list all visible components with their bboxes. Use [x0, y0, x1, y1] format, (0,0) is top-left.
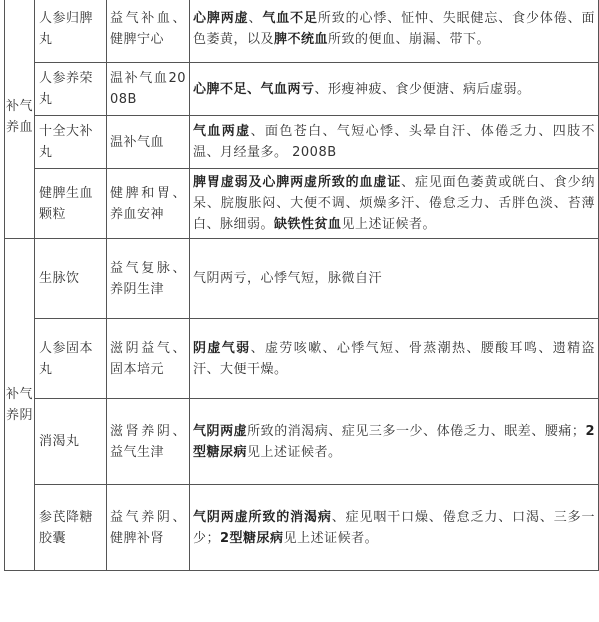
indication-emphasis: 脾不统血 — [274, 31, 329, 47]
indication-cell — [190, 116, 599, 169]
function-cell: 益气复脉、养阴生津 — [107, 239, 190, 319]
indication-cell — [190, 0, 599, 63]
indication-text: 见上述证候者。 — [283, 530, 379, 546]
category-cell: 补气养血 — [5, 0, 35, 239]
medicine-name: 消渴丸 — [35, 399, 107, 485]
indication-emphasis: 心脾两虚 — [193, 10, 249, 26]
indication-text: 气阴两亏，心悸气短，脉微自汗 — [193, 271, 383, 286]
table-body — [5, 0, 599, 571]
indication-emphasis: 阴虚气弱 — [193, 340, 251, 356]
indication-cell — [190, 169, 599, 239]
indication-cell — [190, 485, 599, 571]
indication-text: 、虚劳咳嗽、心悸气短、骨蒸潮热、腰酸耳鸣、遗精盗汗、大便干燥。 — [193, 340, 595, 377]
function-cell: 健脾和胃、养血安神 — [107, 169, 190, 239]
indication-cell — [190, 239, 599, 319]
function-cell: 益气补血、健脾宁心 — [107, 0, 190, 63]
medicine-name: 十全大补丸 — [35, 116, 107, 169]
table-row — [5, 399, 599, 485]
medicine-name: 生脉饮 — [35, 239, 107, 319]
indication-emphasis: 脾胃虚弱及心脾两虚所致的血虚证 — [193, 175, 402, 190]
indication-emphasis: 气阴两虚所致的消渴病 — [193, 509, 332, 525]
indication-text: 、形瘦神疲、食少便溏、病后虚弱。 — [314, 81, 531, 97]
indication-emphasis: 气血不足 — [262, 10, 318, 26]
indication-emphasis: 气阴两虚 — [193, 423, 248, 439]
table-row — [5, 0, 599, 63]
function-cell: 滋阴益气、固本培元 — [107, 319, 190, 399]
indication-text: 所致的便血、崩漏、带下。 — [328, 31, 491, 47]
table-row — [5, 485, 599, 571]
medicine-name: 健脾生血颗粒 — [35, 169, 107, 239]
function-cell: 温补气血 — [107, 116, 190, 169]
indication-text: 见上述证候者。 — [341, 217, 437, 232]
indication-text: 所致的心悸、怔忡、失眠健忘、食少体倦、面色萎黄，以及 — [193, 10, 595, 47]
medicine-name: 人参养荣丸 — [35, 63, 107, 116]
table-row — [5, 63, 599, 116]
indication-cell — [190, 399, 599, 485]
medicine-name: 人参归脾丸 — [35, 0, 107, 63]
indication-emphasis: 缺铁性贫血 — [274, 217, 342, 232]
indication-emphasis: 心脾不足、气血两亏 — [193, 81, 315, 97]
function-cell: 滋肾养阴、益气生津 — [107, 399, 190, 485]
indication-emphasis: 气血两虚 — [193, 124, 251, 139]
indication-text: 、 — [248, 10, 263, 26]
indication-text: 所致的消渴病、症见三多一少、体倦乏力、眠差、腰痛； — [247, 423, 586, 439]
category-cell: 补气养阴 — [5, 239, 35, 571]
indication-emphasis: 2型糖尿病 — [220, 530, 284, 546]
indication-cell — [190, 63, 599, 116]
prescription-table — [4, 0, 599, 571]
function-cell: 益气养阴、健脾补肾 — [107, 485, 190, 571]
table-row — [5, 116, 599, 169]
indication-text: 见上述证候者。 — [247, 444, 342, 460]
indication-text: 、面色苍白、气短心悸、头晕自汗、体倦乏力、四肢不温、月经量多。 2008B — [193, 124, 595, 160]
indication-emphasis: 2型糖尿病 — [193, 423, 595, 460]
table-row — [5, 319, 599, 399]
medicine-name: 参芪降糖胶囊 — [35, 485, 107, 571]
indication-cell — [190, 319, 599, 399]
table-row — [5, 169, 599, 239]
medicine-name: 人参固本丸 — [35, 319, 107, 399]
table-row — [5, 239, 599, 319]
indication-text: 、症见咽干口燥、倦怠乏力、口渴、三多一少； — [193, 509, 595, 546]
indication-text: 、症见面色萎黄或㿠白、食少纳呆、脘腹胀闷、大便不调、烦燥多汗、倦怠乏力、舌胖色淡、苔薄白、脉细弱。 — [193, 175, 595, 232]
function-cell: 温补气血2008B — [107, 63, 190, 116]
